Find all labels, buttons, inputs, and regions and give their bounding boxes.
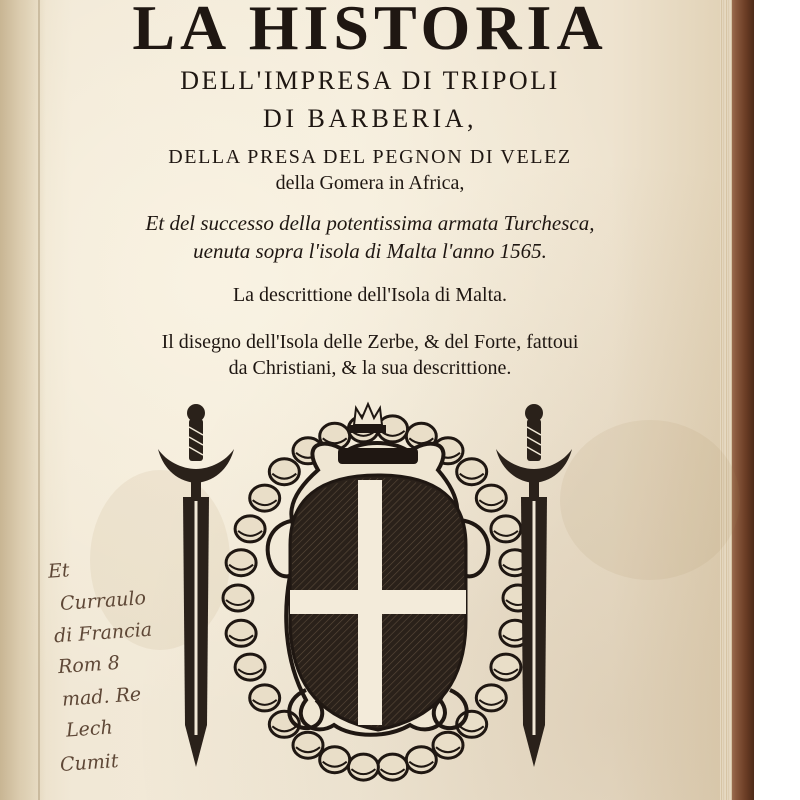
page-title: LA HISTORIA — [132, 0, 608, 63]
crown-icon — [350, 404, 386, 433]
text-line-3: DELLA PRESA DEL PEGNON DI VELEZ — [168, 146, 572, 168]
text-line-7: La descrittione dell'Isola di Malta. — [232, 284, 508, 306]
rosary-bead — [293, 732, 323, 758]
rosary-bead — [226, 550, 256, 576]
text-line-9: da Christiani, & la sua descrittione. — [228, 357, 512, 379]
rosary-bead — [226, 620, 256, 646]
handwritten-note: di Francia — [53, 618, 153, 648]
rosary-bead — [457, 459, 487, 485]
text-line-4: della Gomera in Africa, — [275, 172, 465, 194]
handwritten-note: Et — [47, 559, 71, 583]
sword-icon — [158, 404, 234, 767]
rosary-bead — [491, 516, 521, 542]
rosary-bead — [250, 685, 280, 711]
rosary-bead — [223, 585, 253, 611]
rosary-bead — [269, 459, 299, 485]
rosary-bead — [320, 747, 350, 773]
handwritten-note: Cumit — [59, 749, 120, 777]
handwritten-note: Lech — [65, 716, 114, 742]
rosary-bead — [476, 485, 506, 511]
text-line-5: Et del successo della potentissima armata Turchesca, — [145, 211, 595, 235]
rosary-bead — [348, 754, 378, 780]
rosary-bead — [235, 654, 265, 680]
handwritten-note: Rom 8 — [57, 651, 121, 679]
text-line-6: uenuta sopra l'isola di Malta l'anno 1565. — [193, 239, 547, 263]
subtitle-line-2: DI BARBERIA, — [263, 104, 477, 133]
cross-of-malta-shield-icon — [290, 475, 466, 730]
rosary-bead — [433, 732, 463, 758]
rosary-bead — [235, 516, 265, 542]
rosary-bead — [250, 485, 280, 511]
handwritten-note: mad. Re — [61, 683, 142, 711]
subtitle-line-1: DELL'IMPRESA DI TRIPOLI — [180, 66, 560, 95]
rosary-bead — [491, 654, 521, 680]
rosary-bead — [406, 747, 436, 773]
text-line-8: Il disegno dell'Isola delle Zerbe, & del Forte, fattoui — [161, 331, 579, 353]
rosary-bead — [476, 685, 506, 711]
rosary-bead — [378, 754, 408, 780]
handwritten-note: Curraulo — [59, 587, 147, 615]
sword-icon — [496, 404, 572, 767]
